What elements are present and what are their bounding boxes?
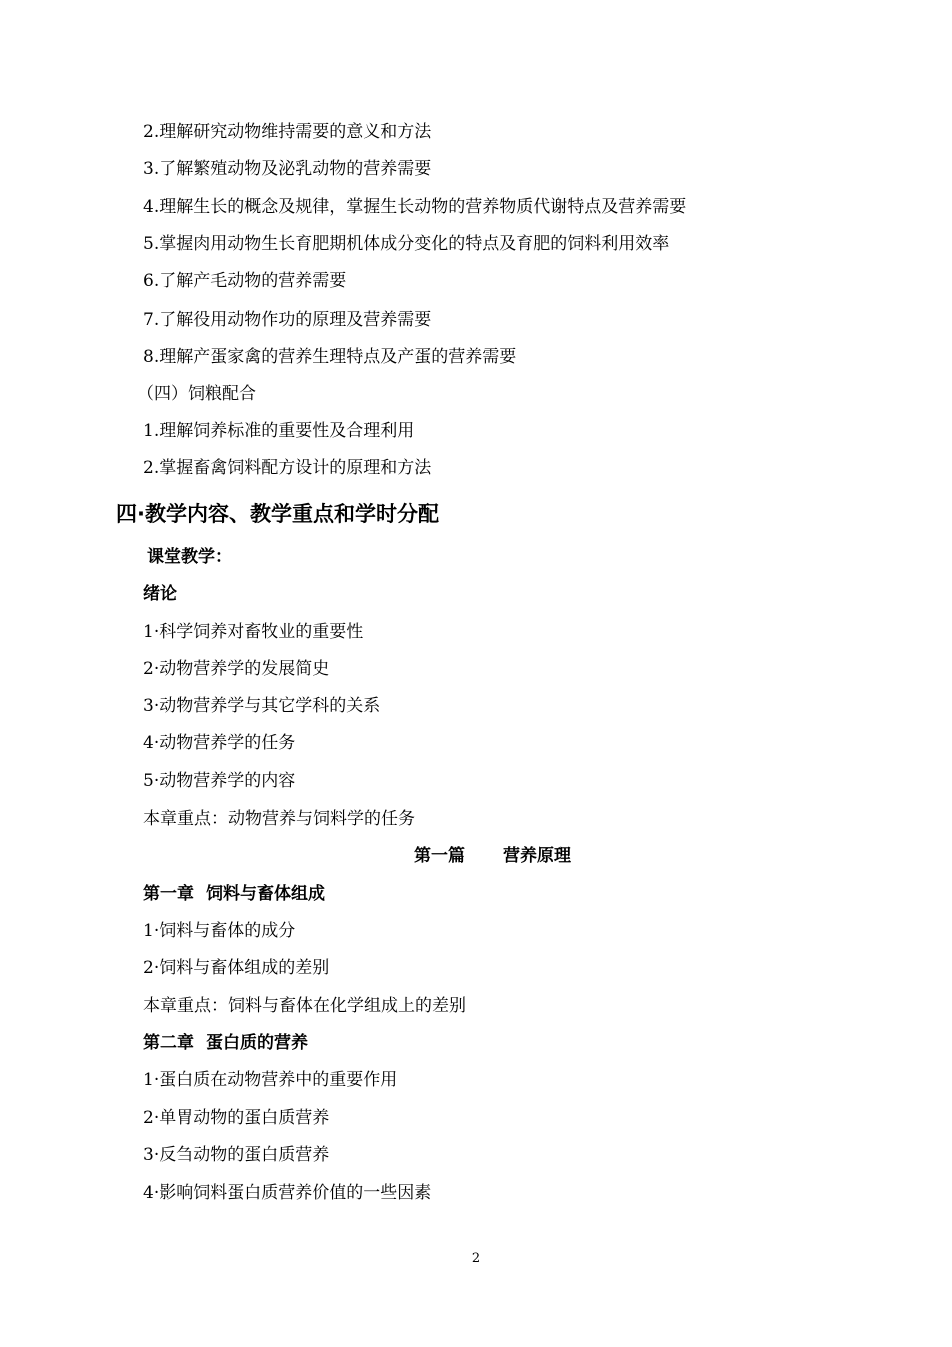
part-name: 营养原理 [503,846,571,866]
chapter-item: 1·饲料与畜体的成分 [143,921,296,941]
subsection-item: 1.理解饲养标准的重要性及合理利用 [143,421,415,441]
page-number: 2 [471,1251,481,1266]
chapter-item: 4·影响饲料蛋白质营养价值的一些因素 [143,1183,432,1203]
intro-item: 4·动物营养学的任务 [143,733,296,753]
intro-item: 5·动物营养学的内容 [143,771,296,791]
classroom-label: 课堂教学： [147,547,232,567]
chapter-item: 3·反刍动物的蛋白质营养 [143,1145,330,1165]
chapter-title [143,883,325,905]
chapter-title [143,1032,308,1054]
chapter-item: 2·饲料与畜体组成的差别 [143,958,330,978]
chapter-name: 饲料与畜体组成 [206,884,325,904]
key-point: 本章重点：饲料与畜体在化学组成上的差别 [143,996,466,1016]
objective-item: 8.理解产蛋家禽的营养生理特点及产蛋的营养需要 [143,347,517,367]
intro-item: 2·动物营养学的发展简史 [143,659,330,679]
objective-item: 6.了解产毛动物的营养需要 [143,271,347,291]
subsection-heading: （四）饲粮配合 [137,384,256,404]
intro-item: 3·动物营养学与其它学科的关系 [143,696,381,716]
objective-item: 5.掌握肉用动物生长育肥期机体成分变化的特点及育肥的饲料利用效率 [143,234,670,254]
objective-item: 7.了解役用动物作功的原理及营养需要 [143,310,432,330]
chapter-label: 第一章 [143,884,194,904]
subsection-item: 2.掌握畜禽饲料配方设计的原理和方法 [143,458,432,478]
intro-item: 1·科学饲养对畜牧业的重要性 [143,622,364,642]
section-heading: 四·教学内容、教学重点和学时分配 [116,502,439,526]
chapter-item: 1·蛋白质在动物营养中的重要作用 [143,1070,398,1090]
objective-item: 4.理解生长的概念及规律，掌握生长动物的营养物质代谢特点及营养需要 [143,197,687,217]
part-title [0,845,952,867]
objective-item: 2.理解研究动物维持需要的意义和方法 [143,122,432,142]
chapter-item: 2·单胃动物的蛋白质营养 [143,1108,330,1128]
chapter-label: 第二章 [143,1033,194,1053]
chapter-name: 蛋白质的营养 [206,1033,308,1053]
key-point: 本章重点：动物营养与饲料学的任务 [143,809,415,829]
intro-title: 绪论 [143,584,177,604]
objective-item: 3.了解繁殖动物及泌乳动物的营养需要 [143,159,432,179]
part-label: 第一篇 [414,846,465,866]
